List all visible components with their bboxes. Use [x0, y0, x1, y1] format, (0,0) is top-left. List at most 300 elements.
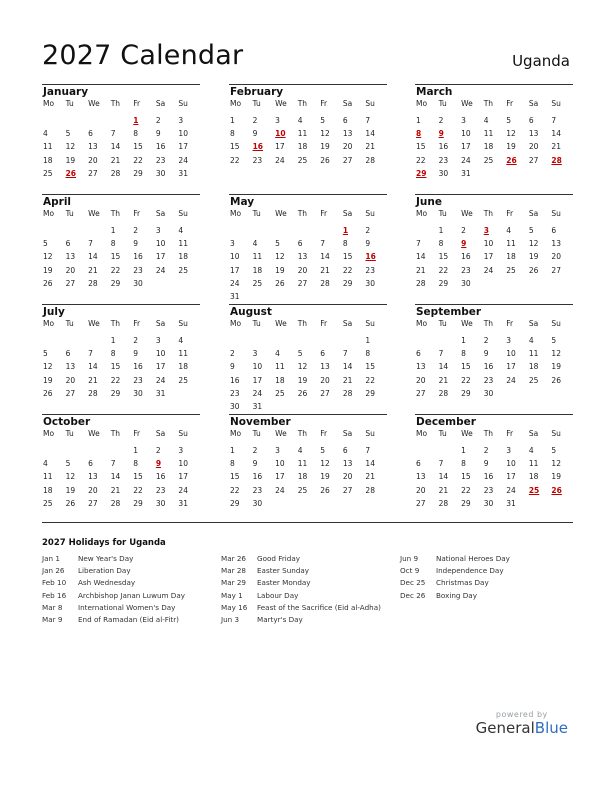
day-cell: 25: [178, 265, 188, 275]
day-cell: 5: [43, 349, 48, 359]
day-cell: 25: [483, 155, 494, 165]
day-cell: 6: [297, 239, 303, 249]
brand-name: GeneralBlue: [475, 719, 568, 737]
day-cell: 3: [252, 349, 258, 359]
month-name: January: [43, 86, 89, 98]
day-grid: [415, 114, 573, 180]
day-cell: 19: [297, 375, 308, 385]
weekday-label: Mo: [43, 319, 55, 328]
day-cell: 8: [438, 239, 444, 249]
day-cell: 11: [297, 129, 308, 139]
day-cell: 23: [252, 155, 263, 165]
day-cell: 9: [155, 129, 161, 139]
day-cell: 8: [461, 459, 466, 469]
day-cell: 3: [178, 446, 184, 455]
month-name: March: [416, 86, 453, 98]
holiday-name: Easter Sunday: [257, 566, 310, 576]
day-cell: 17: [483, 252, 494, 262]
day-cell: 17: [178, 472, 188, 482]
day-cell: 21: [110, 155, 121, 165]
weekday-label: Th: [483, 209, 494, 218]
holiday-row: [221, 590, 381, 602]
empty-cell: [415, 334, 438, 347]
day-cell: 16: [230, 375, 240, 385]
day-cell: 18: [275, 375, 285, 385]
day-cell: 2: [483, 446, 489, 455]
weekday-label: Su: [365, 429, 375, 438]
day-cell: 19: [528, 252, 539, 262]
weekday-header: [42, 428, 200, 440]
day-cell: 29: [110, 388, 121, 398]
holiday-name: Liberation Day: [78, 566, 131, 576]
day-cell: 15: [230, 142, 240, 152]
weekday-label: Su: [551, 429, 561, 438]
day-cell: 30: [252, 498, 263, 508]
day-cell: 2: [252, 446, 258, 455]
day-cell: 30: [133, 388, 143, 398]
month-march: [415, 84, 573, 180]
day-cell: 2: [133, 226, 139, 235]
day-cell: 12: [551, 459, 561, 469]
weekday-label: Sa: [342, 209, 353, 218]
day-cell: 19: [65, 155, 76, 165]
day-cell: 19: [320, 142, 330, 152]
day-cell: 8: [230, 129, 235, 139]
divider: [42, 522, 573, 523]
day-cell: 24: [155, 375, 166, 385]
powered-by-text: powered by: [495, 710, 548, 719]
day-cell: 2: [155, 446, 161, 455]
weekday-label: Tu: [65, 319, 74, 328]
day-cell: 26: [275, 278, 285, 288]
day-cell: 27: [88, 498, 98, 508]
day-grid: [229, 114, 387, 167]
day-cell: 14: [438, 472, 449, 482]
weekday-label: Sa: [528, 209, 539, 218]
weekday-label: Mo: [43, 99, 55, 108]
day-cell: 22: [416, 155, 426, 165]
day-cell: 21: [365, 142, 375, 152]
day-cell: 31: [230, 291, 240, 301]
weekday-label: We: [88, 209, 100, 218]
day-cell: 18: [297, 472, 308, 482]
day-cell: 20: [416, 375, 426, 385]
empty-cell: [42, 444, 65, 457]
day-cell: 23: [483, 375, 494, 385]
day-cell: 9: [252, 129, 258, 139]
day-cell: 19: [551, 472, 561, 482]
weekday-label: Su: [365, 319, 375, 328]
day-cell: 1: [438, 226, 444, 235]
empty-cell: [42, 224, 65, 237]
day-cell: 12: [275, 252, 285, 262]
day-cell: 30: [483, 498, 494, 508]
day-cell: 13: [88, 472, 98, 482]
weekday-label: We: [275, 429, 287, 438]
holiday-row: [42, 602, 185, 614]
day-cell: 19: [275, 265, 285, 275]
day-cell: 18: [483, 142, 494, 152]
holiday-day: 1: [133, 116, 139, 125]
holiday-column: [400, 553, 510, 602]
holiday-name: End of Ramadan (Eid al-Fitr): [78, 614, 179, 624]
day-cell: 5: [320, 446, 326, 455]
day-cell: 4: [178, 336, 184, 345]
day-cell: 27: [342, 485, 353, 495]
day-cell: 26: [320, 485, 330, 495]
day-cell: 10: [252, 362, 263, 372]
day-cell: 9: [230, 362, 235, 372]
day-cell: 19: [551, 362, 561, 372]
day-cell: 17: [155, 252, 166, 262]
day-cell: 24: [178, 155, 188, 165]
day-cell: 16: [133, 362, 143, 372]
day-cell: 7: [320, 239, 326, 249]
empty-cell: [65, 334, 88, 347]
brand-logo[interactable]: [476, 710, 568, 737]
weekday-label: Th: [297, 209, 308, 218]
holiday-day: 26: [551, 485, 562, 495]
month-divider: [229, 304, 387, 305]
day-cell: 14: [365, 459, 375, 469]
day-cell: 10: [461, 129, 471, 139]
day-cell: 22: [365, 375, 375, 385]
weekday-label: Mo: [230, 429, 242, 438]
day-cell: 26: [551, 375, 561, 385]
weekday-label: Mo: [416, 429, 428, 438]
weekday-label: Sa: [155, 209, 166, 218]
day-cell: 26: [320, 155, 330, 165]
day-cell: 1: [230, 446, 235, 455]
day-cell: 3: [275, 446, 280, 455]
day-cell: 9: [483, 349, 489, 359]
weekday-label: We: [88, 429, 100, 438]
weekday-label: Th: [483, 429, 494, 438]
day-cell: 14: [88, 252, 98, 262]
weekday-label: Mo: [230, 99, 242, 108]
holiday-column: [221, 553, 381, 626]
weekday-label: Tu: [252, 319, 261, 328]
empty-cell: [87, 334, 110, 347]
weekday-label: Su: [551, 209, 561, 218]
month-divider: [229, 194, 387, 195]
day-cell: 28: [438, 388, 449, 398]
day-cell: 15: [461, 362, 471, 372]
day-cell: 14: [416, 252, 426, 262]
day-cell: 4: [297, 446, 303, 455]
holiday-name: Ash Wednesday: [78, 578, 136, 588]
day-cell: 4: [178, 226, 184, 235]
day-cell: 23: [365, 265, 375, 275]
holiday-row: [42, 553, 185, 565]
day-cell: 4: [528, 336, 534, 345]
empty-cell: [342, 334, 365, 347]
day-cell: 30: [155, 498, 166, 508]
day-cell: 16: [133, 252, 143, 262]
empty-cell: [42, 334, 65, 347]
day-cell: 15: [110, 252, 121, 262]
month-divider: [229, 84, 387, 85]
weekday-label: Th: [110, 319, 121, 328]
month-divider: [415, 304, 573, 305]
day-cell: 13: [342, 459, 353, 469]
month-november: [229, 414, 387, 510]
weekday-label: Th: [297, 319, 308, 328]
day-cell: 28: [416, 278, 426, 288]
holiday-name: Boxing Day: [436, 590, 477, 600]
empty-cell: [297, 334, 320, 347]
weekday-label: Su: [551, 319, 561, 328]
month-name: December: [416, 416, 476, 428]
weekday-label: We: [275, 209, 287, 218]
day-grid: [415, 334, 573, 400]
day-cell: 25: [43, 498, 53, 508]
day-cell: 17: [155, 362, 166, 372]
day-cell: 20: [65, 375, 76, 385]
weekday-label: Tu: [438, 319, 447, 328]
holiday-date: Dec 26: [400, 590, 426, 600]
day-cell: 1: [461, 446, 466, 455]
day-cell: 24: [483, 265, 494, 275]
day-cell: 12: [43, 362, 53, 372]
weekday-label: Su: [365, 99, 375, 108]
day-cell: 29: [230, 498, 240, 508]
day-cell: 25: [297, 485, 308, 495]
weekday-label: Tu: [438, 209, 447, 218]
day-cell: 4: [252, 239, 258, 249]
day-cell: 30: [133, 278, 143, 288]
weekday-label: Sa: [155, 429, 166, 438]
weekday-label: Su: [178, 429, 188, 438]
day-cell: 13: [416, 362, 426, 372]
day-cell: 21: [320, 265, 330, 275]
day-cell: 25: [252, 278, 263, 288]
day-cell: 27: [416, 498, 426, 508]
weekday-label: Mo: [230, 209, 242, 218]
day-cell: 31: [252, 401, 263, 411]
day-cell: 24: [252, 388, 263, 398]
day-cell: 20: [320, 375, 330, 385]
day-cell: 6: [65, 349, 71, 359]
day-cell: 8: [230, 459, 235, 469]
weekday-label: Su: [365, 209, 375, 218]
empty-cell: [274, 334, 297, 347]
day-cell: 1: [110, 336, 116, 345]
day-cell: 14: [365, 129, 375, 139]
holiday-name: International Women's Day: [78, 602, 176, 612]
day-cell: 7: [438, 459, 444, 469]
weekday-label: Fr: [133, 319, 141, 328]
holiday-name: Labour Day: [257, 590, 299, 600]
weekday-label: Tu: [65, 99, 74, 108]
weekday-label: Mo: [416, 209, 428, 218]
day-cell: 17: [275, 142, 285, 152]
day-cell: 11: [252, 252, 263, 262]
day-cell: 21: [88, 375, 98, 385]
holiday-row: [400, 577, 510, 589]
day-cell: 18: [43, 155, 53, 165]
day-cell: 13: [551, 239, 561, 249]
day-cell: 2: [230, 349, 235, 359]
day-cell: 27: [342, 155, 353, 165]
day-cell: 17: [230, 265, 240, 275]
holiday-day: 8: [416, 129, 422, 139]
day-cell: 31: [178, 498, 188, 508]
page-title: 2027 Calendar: [42, 40, 244, 71]
day-cell: 15: [342, 252, 353, 262]
weekday-label: Th: [483, 99, 494, 108]
empty-cell: [438, 444, 461, 457]
day-cell: 10: [230, 252, 240, 262]
day-cell: 7: [342, 349, 348, 359]
day-cell: 3: [155, 226, 161, 235]
holiday-day: 25: [528, 485, 540, 495]
day-cell: 21: [438, 375, 449, 385]
day-cell: 5: [297, 349, 303, 359]
day-cell: 11: [528, 459, 539, 469]
day-cell: 1: [110, 226, 116, 235]
weekday-label: Tu: [252, 209, 261, 218]
holiday-row: [400, 553, 510, 565]
empty-cell: [87, 224, 110, 237]
day-cell: 14: [551, 129, 561, 139]
weekday-label: Mo: [43, 209, 55, 218]
day-cell: 30: [483, 388, 494, 398]
day-cell: 4: [275, 349, 280, 359]
weekday-header: [229, 208, 387, 220]
day-cell: 11: [483, 129, 494, 139]
weekday-header: [42, 98, 200, 110]
day-cell: 10: [155, 239, 166, 249]
day-cell: 26: [43, 278, 53, 288]
day-cell: 27: [65, 278, 76, 288]
weekday-label: Tu: [438, 429, 447, 438]
day-cell: 28: [438, 498, 449, 508]
weekday-label: We: [275, 319, 287, 328]
day-cell: 23: [438, 155, 449, 165]
day-cell: 18: [43, 485, 53, 495]
month-name: September: [416, 306, 482, 318]
holiday-day: 9: [155, 459, 162, 469]
empty-cell: [297, 224, 320, 237]
day-cell: 10: [155, 349, 166, 359]
day-cell: 12: [65, 142, 76, 152]
day-cell: 25: [178, 375, 188, 385]
empty-cell: [274, 224, 297, 237]
day-cell: 11: [528, 349, 539, 359]
weekday-label: Fr: [506, 319, 514, 328]
day-cell: 22: [133, 485, 143, 495]
day-cell: 22: [230, 155, 240, 165]
day-cell: 5: [506, 116, 512, 125]
day-cell: 20: [88, 155, 98, 165]
month-february: [229, 84, 387, 167]
empty-cell: [415, 444, 438, 457]
day-cell: 31: [155, 388, 166, 398]
day-cell: 30: [155, 168, 166, 178]
weekday-label: Th: [297, 99, 308, 108]
holiday-column: [42, 553, 185, 626]
day-cell: 4: [43, 129, 48, 139]
day-cell: 28: [88, 388, 98, 398]
day-cell: 27: [297, 278, 308, 288]
day-cell: 7: [365, 116, 371, 125]
day-cell: 9: [252, 459, 258, 469]
holiday-row: [400, 590, 510, 602]
weekday-header: [415, 208, 573, 220]
day-cell: 15: [438, 252, 449, 262]
month-may: [229, 194, 387, 303]
day-cell: 20: [297, 265, 308, 275]
month-divider: [415, 414, 573, 415]
day-cell: 24: [506, 485, 516, 495]
day-cell: 1: [416, 116, 421, 125]
day-cell: 7: [365, 446, 371, 455]
empty-cell: [87, 444, 110, 457]
holidays-title: 2027 Holidays for Uganda: [42, 538, 166, 548]
month-name: April: [43, 196, 72, 208]
day-cell: 1: [461, 336, 466, 345]
day-cell: 24: [461, 155, 471, 165]
day-cell: 9: [483, 459, 489, 469]
day-cell: 26: [297, 388, 308, 398]
day-cell: 10: [483, 239, 494, 249]
day-cell: 24: [275, 155, 285, 165]
day-cell: 22: [110, 265, 121, 275]
holiday-day: 26: [65, 168, 76, 178]
day-cell: 18: [252, 265, 263, 275]
day-cell: 8: [461, 349, 466, 359]
day-cell: 21: [342, 375, 353, 385]
weekday-label: Sa: [528, 319, 539, 328]
day-cell: 23: [155, 485, 166, 495]
day-cell: 11: [43, 472, 53, 482]
weekday-label: We: [461, 319, 473, 328]
day-cell: 27: [320, 388, 330, 398]
month-october: [42, 414, 200, 510]
day-cell: 24: [275, 485, 285, 495]
day-cell: 10: [178, 129, 188, 139]
day-cell: 29: [133, 168, 143, 178]
day-cell: 12: [506, 129, 516, 139]
day-cell: 28: [110, 168, 121, 178]
day-cell: 21: [365, 472, 375, 482]
holiday-date: Jan 26: [42, 566, 65, 576]
weekday-label: We: [88, 319, 100, 328]
day-cell: 22: [342, 265, 353, 275]
day-grid: [42, 114, 200, 180]
day-cell: 5: [528, 226, 534, 235]
day-cell: 9: [133, 349, 139, 359]
holiday-date: Feb 10: [42, 578, 67, 588]
day-cell: 24: [178, 485, 188, 495]
month-divider: [42, 414, 200, 415]
weekday-header: [229, 318, 387, 330]
day-cell: 14: [438, 362, 449, 372]
weekday-header: [229, 98, 387, 110]
month-name: June: [416, 196, 442, 208]
day-cell: 2: [461, 226, 466, 235]
day-cell: 2: [133, 336, 139, 345]
day-cell: 28: [365, 485, 375, 495]
day-cell: 13: [320, 362, 330, 372]
day-cell: 16: [461, 252, 471, 262]
day-cell: 16: [483, 472, 494, 482]
holiday-date: May 1: [221, 590, 243, 600]
day-cell: 26: [43, 388, 53, 398]
empty-cell: [319, 334, 342, 347]
weekday-label: Fr: [320, 209, 328, 218]
